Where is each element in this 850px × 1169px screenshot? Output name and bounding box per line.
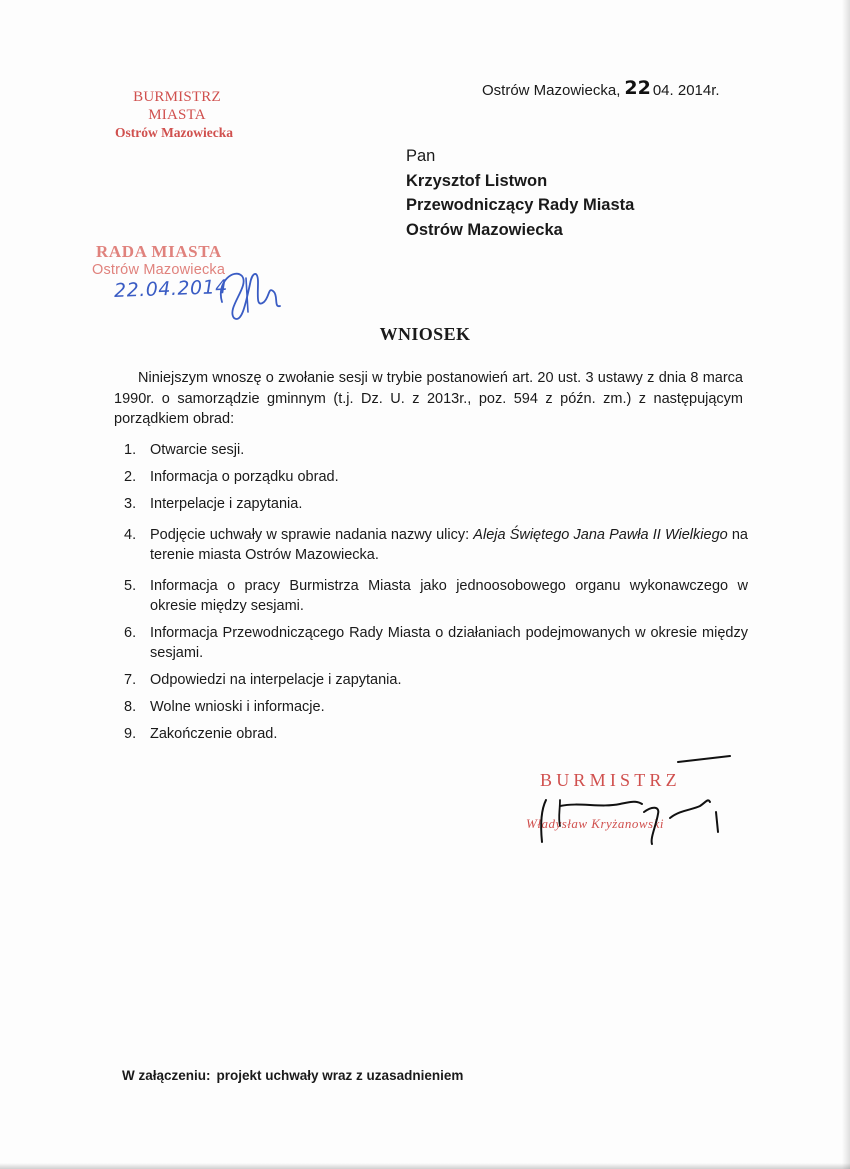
attachment-label: W załączeniu: <box>122 1068 211 1083</box>
agenda-item-text-end: na terenie miasta Ostrów Mazowiecka. <box>150 527 748 563</box>
agenda-item <box>114 623 748 663</box>
agenda-item-text: Interpelacje i zapytania. <box>150 496 303 512</box>
attachment-note <box>122 1068 463 1083</box>
agenda-item <box>114 576 748 616</box>
document-title: WNIOSEK <box>379 324 471 344</box>
agenda-item-text: Informacja Przewodniczącego Rady Miasta o działaniach podejmowanych w okresie między sesjami. <box>150 625 748 661</box>
date-day-handwritten: 22 <box>624 77 651 99</box>
agenda-item-number: 3. <box>124 496 137 512</box>
receipt-initials-signature <box>212 262 284 324</box>
agenda-item <box>114 724 748 744</box>
agenda-item-number: 9. <box>124 726 137 742</box>
agenda-item <box>114 467 748 487</box>
recipient-block <box>406 144 634 242</box>
sender-stamp-city: Ostrów Mazowiecka <box>114 125 234 140</box>
recipient-city: Ostrów Mazowiecka <box>406 220 563 239</box>
agenda-item-text: Otwarcie sesji. <box>150 442 245 458</box>
recipient-position: Przewodniczący Rady Miasta <box>406 196 635 214</box>
agenda-item-number: 8. <box>124 699 137 715</box>
intro-paragraph <box>114 368 743 430</box>
agenda-item <box>114 525 748 565</box>
agenda-item-number: 1. <box>124 442 137 458</box>
receipt-handwritten-date: 22.04.2014 <box>113 276 229 302</box>
receipt-stamp-title: RADA MIASTA <box>96 242 222 261</box>
agenda-item-number: 6. <box>124 625 137 641</box>
date-place: Ostrów Mazowiecka, <box>482 82 621 99</box>
receipt-stamp-city: Ostrów Mazowiecka <box>92 262 226 278</box>
agenda-item <box>114 670 748 690</box>
scan-edge-shadow <box>842 0 850 1169</box>
mayor-stamp-title: BURMISTRZ <box>540 770 681 790</box>
agenda-item <box>114 697 748 717</box>
sender-stamp-title: BURMISTRZ MIASTA <box>133 89 221 123</box>
agenda-item-text: Wolne wnioski i informacje. <box>150 699 325 715</box>
recipient-name: Krzysztof Listwon <box>406 171 548 190</box>
mayor-handwritten-signature <box>520 752 750 852</box>
agenda-item-number: 7. <box>124 672 137 688</box>
agenda-item-number: 2. <box>124 469 137 485</box>
scan-bottom-shadow <box>0 1163 850 1169</box>
mayor-stamp-name: Władysław Kryżanowski <box>526 816 664 831</box>
date-month-year: 04. 2014r. <box>652 82 720 99</box>
agenda-item <box>114 440 748 460</box>
agenda-item-text: Odpowiedzi na interpelacje i zapytania. <box>150 672 402 688</box>
agenda-item-number: 5. <box>124 578 137 594</box>
agenda-item-text-start: Podjęcie uchwały w sprawie nadania nazwy ulicy: <box>150 527 474 543</box>
agenda-item <box>114 494 748 514</box>
recipient-salutation: Pan <box>406 147 436 165</box>
agenda-item-number: 4. <box>124 527 137 543</box>
agenda-item-text: Zakończenie obrad. <box>150 726 278 742</box>
agenda-list <box>114 440 748 751</box>
agenda-item-text: Informacja o porządku obrad. <box>150 469 339 485</box>
agenda-item-street-name: Aleja Świętego Jana Pawła II Wielkiego <box>473 527 728 543</box>
sender-stamp <box>104 88 250 142</box>
date-line <box>482 78 720 100</box>
agenda-item-text: Informacja o pracy Burmistrza Miasta jako jednoosobowego organu wykonawczego w okresie między sesjami. <box>150 578 748 614</box>
attachment-text: projekt uchwały wraz z uzasadnieniem <box>216 1068 464 1083</box>
intro-text: Niniejszym wnoszę o zwołanie sesji w trybie postanowień art. 20 ust. 3 ustawy z dnia 8 marca 1990r. o samorządzie gminnym (t.j. Dz. U. z 2013r., poz. 594 z późn. zm.) z następującym porządkiem obrad: <box>114 370 743 427</box>
